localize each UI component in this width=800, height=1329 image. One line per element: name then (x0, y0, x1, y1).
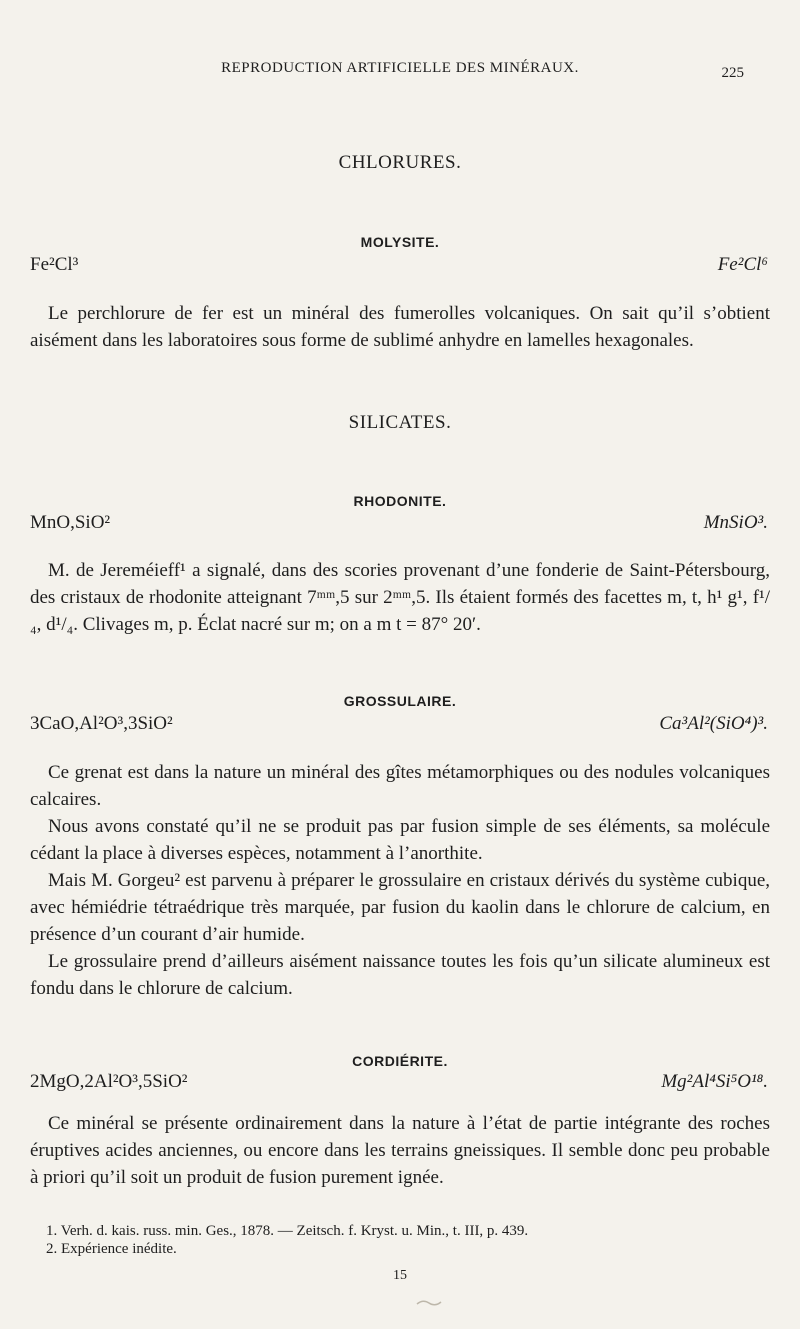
formula-grossulaire-oxide (30, 713, 173, 735)
formula-cordierite-oxide (30, 1071, 188, 1093)
paragraph-grossulaire-4: Le grossulaire prend d’ailleurs aisément naissance toutes les fois qu’un silicate alumineux est fondu dans le chlorure de calcium. (30, 951, 770, 999)
footnote-2: 2. Expérience inédite. (46, 1241, 177, 1257)
paragraph-cordierite (30, 1110, 770, 1191)
running-header (30, 60, 770, 82)
sheet-signature-number: 15 (393, 1268, 407, 1283)
formula-rhodonite-atomic-text: MnSiO³. (703, 512, 768, 533)
formula-molysite-oxide-text: Fe²Cl³ (30, 254, 79, 275)
formula-rhodonite-atomic (704, 512, 768, 534)
mineral-heading-cordierite: CORDIÉRITE. (352, 1053, 448, 1069)
section-title-chlorures: CHLORURES. (338, 152, 462, 173)
formula-molysite-atomic-text: Fe²Cl⁶ (717, 254, 768, 275)
printer-ornament-icon (416, 1299, 442, 1307)
formula-cordierite-atomic (661, 1071, 768, 1093)
mineral-heading-rhodonite: RHODONITE. (353, 493, 447, 509)
section-title-silicates: SILICATES. (348, 412, 452, 433)
page-number: 225 (721, 65, 744, 81)
paragraph-grossulaire-2: Nous avons constaté qu’il ne se produit pas par fusion simple de ses éléments, sa molécule cédant la place à diverses espèces, notamment à l’anorthite. (30, 816, 770, 864)
paragraph-grossulaire-1: Ce grenat est dans la nature un minéral des gîtes métamorphiques ou des nodules volcaniques calcaires. (30, 762, 770, 810)
paragraph-cordierite-text: Ce minéral se présente ordinairement dans la nature à l’état de partie intégrante des roches éruptives acides anciennes, ou encore dans les terrains gneissiques. Il semble donc peu probable à priori qu’il soit un produit de fusion purement ignée. (30, 1113, 770, 1188)
formula-grossulaire-oxide-text: 3CaO,Al²O³,3SiO² (30, 713, 173, 734)
paragraph-molysite-text: Le perchlorure de fer est un minéral des fumerolles volcaniques. On sait qu’il s’obtient aisément dans les laboratoires sous forme de sublimé anhydre en lamelles hexagonales. (30, 303, 770, 351)
formula-cordierite-oxide-text: 2MgO,2Al²O³,5SiO² (30, 1071, 188, 1092)
formula-molysite-oxide (30, 254, 78, 276)
paragraph-rhodonite-text: M. de Jereméieff¹ a signalé, dans des scories provenant d’une fonderie de Saint-Pétersbourg, des cristaux de rhodonite atteignant 7ᵐᵐ,5 sur 2ᵐᵐ,5. Ils étaient formés des facettes m, t, h¹ g¹, f¹/₄, d¹/₄. Clivages m, p. Éclat nacré sur m; on a m t = 87° 20′. (30, 560, 770, 635)
mineral-heading-grossulaire: GROSSULAIRE. (343, 693, 457, 709)
formula-rhodonite-oxide (30, 512, 110, 534)
formula-grossulaire-atomic-text: Ca³Al²(SiO⁴)³. (659, 713, 768, 734)
formula-cordierite-atomic-text: Mg²Al⁴Si⁵O¹⁸. (661, 1071, 768, 1092)
formula-molysite-atomic (718, 254, 768, 276)
mineral-heading-molysite: MOLYSITE. (360, 234, 440, 250)
paragraph-rhodonite (30, 557, 770, 638)
paragraphs-grossulaire (30, 759, 770, 1002)
running-title: REPRODUCTION ARTIFICIELLE DES MINÉRAUX. (221, 60, 579, 76)
footnote-1: 1. Verh. d. kais. russ. min. Ges., 1878. — Zeitsch. f. Kryst. u. Min., t. III, p. 439. (46, 1223, 529, 1239)
paragraph-grossulaire-3: Mais M. Gorgeu² est parvenu à préparer le grossulaire en cristaux dérivés du système cubique, avec hémiédrie tétraédrique très marquée, par fusion du kaolin dans le chlorure de calcium, en présence d’un courant d’air humide. (30, 870, 770, 945)
formula-grossulaire-atomic (659, 713, 768, 735)
paragraph-molysite (30, 300, 770, 354)
formula-rhodonite-oxide-text: MnO,SiO² (30, 512, 111, 533)
footnotes (46, 1222, 770, 1258)
